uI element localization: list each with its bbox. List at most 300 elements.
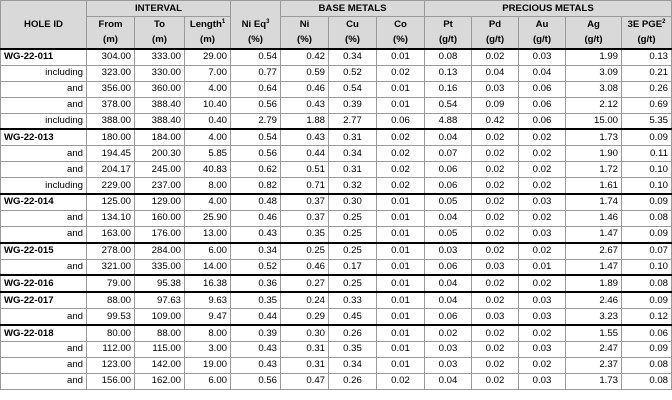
cell-pd: 0.02 (472, 146, 519, 162)
unit-nieq: (%) (231, 33, 281, 50)
cell-cu: 0.52 (329, 65, 377, 81)
header-interval: INTERVAL (87, 1, 231, 17)
cell-to: 115.00 (135, 342, 185, 358)
table-body (1, 49, 672, 389)
cell-hole-id: WG-22-017 (1, 292, 87, 308)
cell-au: 0.03 (519, 309, 566, 325)
cell-interval-qualifier: and (1, 226, 87, 242)
cell-to: 109.00 (135, 309, 185, 325)
cell-from: 378.00 (87, 97, 135, 113)
cell-au: 0.02 (519, 178, 566, 194)
cell-nieq: 0.56 (231, 373, 281, 389)
cell-cu: 0.26 (329, 325, 377, 341)
cell-au: 0.02 (519, 129, 566, 145)
cell-pt: 0.05 (425, 194, 472, 210)
cell-pt: 0.04 (425, 373, 472, 389)
cell-pt: 0.02 (425, 325, 472, 341)
cell-au: 0.02 (519, 275, 566, 292)
cell-co: 0.02 (377, 162, 425, 178)
cell-length: 14.00 (185, 259, 231, 275)
table-row (1, 194, 672, 210)
table-row (1, 81, 672, 97)
cell-pd: 0.02 (472, 194, 519, 210)
cell-ag: 1.61 (566, 178, 622, 194)
cell-ni: 0.51 (281, 162, 329, 178)
cell-au: 0.02 (519, 162, 566, 178)
cell-length: 29.00 (185, 49, 231, 65)
cell-au: 0.02 (519, 325, 566, 341)
cell-length: 8.00 (185, 325, 231, 341)
cell-ag: 3.23 (566, 309, 622, 325)
cell-co: 0.01 (377, 275, 425, 292)
cell-ni: 0.37 (281, 194, 329, 210)
cell-pge: 0.11 (622, 146, 672, 162)
cell-pge: 0.06 (622, 325, 672, 341)
cell-length: 19.00 (185, 357, 231, 373)
cell-cu: 0.25 (329, 210, 377, 226)
cell-ni: 0.59 (281, 65, 329, 81)
cell-interval-qualifier: and (1, 97, 87, 113)
cell-au: 0.02 (519, 357, 566, 373)
cell-co: 0.01 (377, 194, 425, 210)
cell-co: 0.02 (377, 373, 425, 389)
table-row (1, 292, 672, 308)
cell-to: 95.38 (135, 275, 185, 292)
cell-from: 356.00 (87, 81, 135, 97)
cell-au: 0.04 (519, 65, 566, 81)
table-row (1, 226, 672, 242)
cell-nieq: 0.56 (231, 146, 281, 162)
cell-ni: 0.35 (281, 226, 329, 242)
cell-pt: 0.06 (425, 178, 472, 194)
cell-pt: 0.03 (425, 342, 472, 358)
cell-to: 388.40 (135, 97, 185, 113)
cell-to: 245.00 (135, 162, 185, 178)
header-pt: Pt (425, 17, 472, 33)
unit-pd: (g/t) (472, 33, 519, 50)
unit-co: (%) (377, 33, 425, 50)
cell-pge: 0.26 (622, 81, 672, 97)
cell-co: 0.01 (377, 226, 425, 242)
cell-length: 25.90 (185, 210, 231, 226)
cell-co: 0.01 (377, 325, 425, 341)
cell-nieq: 0.43 (231, 357, 281, 373)
cell-to: 88.00 (135, 325, 185, 341)
cell-cu: 0.54 (329, 81, 377, 97)
cell-co: 0.01 (377, 259, 425, 275)
cell-interval-qualifier: and (1, 81, 87, 97)
cell-pd: 0.02 (472, 342, 519, 358)
cell-hole-id: WG-22-014 (1, 194, 87, 210)
cell-from: 388.00 (87, 113, 135, 129)
cell-ag: 1.99 (566, 49, 622, 65)
cell-ag: 3.09 (566, 65, 622, 81)
cell-au: 0.03 (519, 49, 566, 65)
cell-pd: 0.02 (472, 325, 519, 341)
cell-pd: 0.02 (472, 226, 519, 242)
cell-ag: 1.73 (566, 373, 622, 389)
table-header (1, 1, 672, 50)
cell-to: 360.00 (135, 81, 185, 97)
cell-interval-qualifier: including (1, 65, 87, 81)
cell-pge: 0.13 (622, 49, 672, 65)
cell-pt: 0.06 (425, 259, 472, 275)
cell-nieq: 0.48 (231, 194, 281, 210)
cell-ni: 0.37 (281, 210, 329, 226)
cell-to: 142.00 (135, 357, 185, 373)
cell-from: 99.53 (87, 309, 135, 325)
cell-length: 4.00 (185, 194, 231, 210)
cell-from: 112.00 (87, 342, 135, 358)
cell-pd: 0.02 (472, 178, 519, 194)
cell-to: 388.40 (135, 113, 185, 129)
cell-cu: 0.31 (329, 162, 377, 178)
cell-from: 304.00 (87, 49, 135, 65)
unit-pge: (g/t) (622, 33, 672, 50)
cell-au: 0.03 (519, 226, 566, 242)
header-precious-metals: PRECIOUS METALS (425, 1, 672, 17)
cell-ag: 2.67 (566, 243, 622, 259)
cell-from: 180.00 (87, 129, 135, 145)
cell-pge: 0.09 (622, 226, 672, 242)
header-pge: 3E PGE$^2$ (622, 17, 672, 33)
cell-pge: 0.10 (622, 259, 672, 275)
cell-cu: 0.25 (329, 243, 377, 259)
cell-to: 162.00 (135, 373, 185, 389)
cell-ni: 0.44 (281, 146, 329, 162)
cell-co: 0.01 (377, 292, 425, 308)
cell-pge: 0.08 (622, 210, 672, 226)
cell-to: 200.30 (135, 146, 185, 162)
header-from: From (87, 17, 135, 33)
cell-cu: 0.25 (329, 226, 377, 242)
table-row (1, 259, 672, 275)
cell-pt: 0.05 (425, 226, 472, 242)
cell-cu: 0.33 (329, 292, 377, 308)
cell-pd: 0.42 (472, 113, 519, 129)
cell-interval-qualifier: and (1, 309, 87, 325)
cell-co: 0.01 (377, 81, 425, 97)
cell-length: 0.40 (185, 113, 231, 129)
cell-au: 0.02 (519, 243, 566, 259)
cell-ag: 1.90 (566, 146, 622, 162)
unit-au: (g/t) (519, 33, 566, 50)
cell-nieq: 0.36 (231, 275, 281, 292)
cell-length: 16.38 (185, 275, 231, 292)
cell-pd: 0.02 (472, 292, 519, 308)
cell-au: 0.03 (519, 373, 566, 389)
cell-cu: 0.34 (329, 49, 377, 65)
cell-nieq: 0.39 (231, 325, 281, 341)
cell-pge: 0.09 (622, 194, 672, 210)
cell-from: 88.00 (87, 292, 135, 308)
cell-pd: 0.02 (472, 275, 519, 292)
cell-ag: 1.89 (566, 275, 622, 292)
cell-to: 237.00 (135, 178, 185, 194)
cell-co: 0.01 (377, 210, 425, 226)
cell-ni: 1.88 (281, 113, 329, 129)
header-co: Co (377, 17, 425, 33)
cell-cu: 2.77 (329, 113, 377, 129)
table-row (1, 162, 672, 178)
table-row (1, 243, 672, 259)
cell-cu: 0.45 (329, 309, 377, 325)
cell-pt: 0.06 (425, 162, 472, 178)
cell-ag: 2.46 (566, 292, 622, 308)
cell-interval-qualifier: and (1, 146, 87, 162)
unit-length: (m) (185, 33, 231, 50)
table-row (1, 129, 672, 145)
cell-pt: 4.88 (425, 113, 472, 129)
cell-nieq: 0.44 (231, 309, 281, 325)
cell-pt: 0.08 (425, 49, 472, 65)
cell-length: 8.00 (185, 178, 231, 194)
cell-from: 204.17 (87, 162, 135, 178)
cell-interval-qualifier: including (1, 178, 87, 194)
cell-hole-id: WG-22-011 (1, 49, 87, 65)
cell-pt: 0.04 (425, 210, 472, 226)
unit-pt: (g/t) (425, 33, 472, 50)
cell-nieq: 0.52 (231, 259, 281, 275)
cell-ni: 0.43 (281, 129, 329, 145)
cell-length: 9.63 (185, 292, 231, 308)
cell-co: 0.01 (377, 243, 425, 259)
unit-ag: (g/t) (566, 33, 622, 50)
cell-ni: 0.47 (281, 373, 329, 389)
cell-cu: 0.25 (329, 275, 377, 292)
cell-co: 0.01 (377, 357, 425, 373)
cell-pt: 0.03 (425, 357, 472, 373)
cell-cu: 0.26 (329, 373, 377, 389)
cell-pge: 0.08 (622, 357, 672, 373)
cell-from: 156.00 (87, 373, 135, 389)
cell-pge: 0.09 (622, 292, 672, 308)
cell-nieq: 0.43 (231, 342, 281, 358)
cell-from: 123.00 (87, 357, 135, 373)
cell-ag: 15.00 (566, 113, 622, 129)
cell-ni: 0.71 (281, 178, 329, 194)
cell-nieq: 2.79 (231, 113, 281, 129)
cell-nieq: 0.64 (231, 81, 281, 97)
cell-pge: 0.09 (622, 129, 672, 145)
table-row (1, 178, 672, 194)
cell-from: 278.00 (87, 243, 135, 259)
cell-to: 184.00 (135, 129, 185, 145)
cell-length: 13.00 (185, 226, 231, 242)
cell-length: 10.40 (185, 97, 231, 113)
header-ag: Ag (566, 17, 622, 33)
cell-cu: 0.30 (329, 194, 377, 210)
cell-to: 176.00 (135, 226, 185, 242)
cell-cu: 0.34 (329, 357, 377, 373)
cell-cu: 0.35 (329, 342, 377, 358)
cell-pge: 0.69 (622, 97, 672, 113)
table-row (1, 146, 672, 162)
cell-length: 6.00 (185, 373, 231, 389)
cell-pt: 0.03 (425, 243, 472, 259)
cell-pt: 0.13 (425, 65, 472, 81)
cell-length: 4.00 (185, 81, 231, 97)
cell-cu: 0.32 (329, 178, 377, 194)
cell-pd: 0.03 (472, 309, 519, 325)
cell-au: 0.02 (519, 146, 566, 162)
cell-pd: 0.02 (472, 373, 519, 389)
cell-nieq: 0.35 (231, 292, 281, 308)
table-row (1, 325, 672, 341)
cell-ni: 0.31 (281, 357, 329, 373)
header-au: Au (519, 17, 566, 33)
cell-ag: 1.72 (566, 162, 622, 178)
cell-nieq: 0.54 (231, 129, 281, 145)
cell-pge: 0.12 (622, 309, 672, 325)
cell-from: 321.00 (87, 259, 135, 275)
cell-pd: 0.04 (472, 65, 519, 81)
cell-co: 0.02 (377, 178, 425, 194)
cell-co: 0.02 (377, 129, 425, 145)
cell-hole-id: WG-22-018 (1, 325, 87, 341)
cell-ag: 1.55 (566, 325, 622, 341)
cell-length: 3.00 (185, 342, 231, 358)
cell-pt: 0.04 (425, 275, 472, 292)
cell-to: 97.63 (135, 292, 185, 308)
cell-nieq: 0.54 (231, 49, 281, 65)
header-ni: Ni (281, 17, 329, 33)
cell-hole-id: WG-22-015 (1, 243, 87, 259)
cell-pd: 0.02 (472, 357, 519, 373)
cell-length: 5.85 (185, 146, 231, 162)
cell-from: 79.00 (87, 275, 135, 292)
cell-pd: 0.02 (472, 243, 519, 259)
cell-nieq: 0.62 (231, 162, 281, 178)
cell-interval-qualifier: including (1, 113, 87, 129)
cell-co: 0.02 (377, 65, 425, 81)
cell-cu: 0.39 (329, 97, 377, 113)
cell-pt: 0.16 (425, 81, 472, 97)
cell-interval-qualifier: and (1, 259, 87, 275)
cell-au: 0.06 (519, 97, 566, 113)
cell-pd: 0.03 (472, 259, 519, 275)
cell-nieq: 0.56 (231, 97, 281, 113)
cell-pd: 0.02 (472, 162, 519, 178)
cell-from: 125.00 (87, 194, 135, 210)
cell-to: 333.00 (135, 49, 185, 65)
table-row (1, 49, 672, 65)
cell-au: 0.06 (519, 81, 566, 97)
cell-ni: 0.31 (281, 342, 329, 358)
cell-ni: 0.46 (281, 81, 329, 97)
cell-ni: 0.29 (281, 309, 329, 325)
cell-length: 6.00 (185, 243, 231, 259)
cell-from: 229.00 (87, 178, 135, 194)
cell-interval-qualifier: and (1, 373, 87, 389)
cell-co: 0.06 (377, 113, 425, 129)
cell-au: 0.03 (519, 292, 566, 308)
cell-co: 0.01 (377, 49, 425, 65)
cell-ni: 0.30 (281, 325, 329, 341)
table-row (1, 373, 672, 389)
unit-from: (m) (87, 33, 135, 50)
table-row (1, 97, 672, 113)
cell-to: 284.00 (135, 243, 185, 259)
cell-co: 0.02 (377, 146, 425, 162)
cell-ni: 0.42 (281, 49, 329, 65)
cell-nieq: 0.43 (231, 226, 281, 242)
cell-length: 4.00 (185, 129, 231, 145)
cell-au: 0.01 (519, 259, 566, 275)
cell-interval-qualifier: and (1, 162, 87, 178)
unit-to: (m) (135, 33, 185, 50)
cell-pd: 0.02 (472, 49, 519, 65)
cell-ag: 1.47 (566, 226, 622, 242)
table-row (1, 275, 672, 292)
cell-pge: 0.08 (622, 373, 672, 389)
cell-pge: 0.21 (622, 65, 672, 81)
cell-to: 335.00 (135, 259, 185, 275)
cell-ag: 1.74 (566, 194, 622, 210)
table-row (1, 65, 672, 81)
header-length: Length$^1$ (185, 17, 231, 33)
cell-pge: 0.10 (622, 178, 672, 194)
cell-interval-qualifier: and (1, 357, 87, 373)
cell-pt: 0.04 (425, 292, 472, 308)
header-to: To (135, 17, 185, 33)
cell-au: 0.06 (519, 113, 566, 129)
cell-nieq: 0.82 (231, 178, 281, 194)
header-base-metals: BASE METALS (281, 1, 425, 17)
cell-ag: 1.73 (566, 129, 622, 145)
cell-ag: 3.08 (566, 81, 622, 97)
cell-nieq: 0.46 (231, 210, 281, 226)
cell-pge: 0.09 (622, 342, 672, 358)
cell-au: 0.03 (519, 342, 566, 358)
cell-pt: 0.54 (425, 97, 472, 113)
unit-cu: (%) (329, 33, 377, 50)
header-pd: Pd (472, 17, 519, 33)
cell-ni: 0.27 (281, 275, 329, 292)
cell-ag: 1.46 (566, 210, 622, 226)
cell-pge: 0.08 (622, 275, 672, 292)
cell-pd: 0.02 (472, 129, 519, 145)
cell-cu: 0.34 (329, 146, 377, 162)
cell-interval-qualifier: and (1, 210, 87, 226)
cell-length: 9.47 (185, 309, 231, 325)
cell-ag: 2.12 (566, 97, 622, 113)
table-row (1, 210, 672, 226)
cell-ni: 0.24 (281, 292, 329, 308)
cell-ni: 0.43 (281, 97, 329, 113)
cell-cu: 0.31 (329, 129, 377, 145)
table-row (1, 342, 672, 358)
cell-pd: 0.09 (472, 97, 519, 113)
cell-interval-qualifier: and (1, 342, 87, 358)
table-row (1, 309, 672, 325)
cell-nieq: 0.77 (231, 65, 281, 81)
cell-length: 40.83 (185, 162, 231, 178)
unit-ni: (%) (281, 33, 329, 50)
cell-ni: 0.46 (281, 259, 329, 275)
cell-to: 129.00 (135, 194, 185, 210)
cell-hole-id: WG-22-016 (1, 275, 87, 292)
cell-to: 160.00 (135, 210, 185, 226)
cell-length: 7.00 (185, 65, 231, 81)
cell-au: 0.03 (519, 194, 566, 210)
header-hole-id: HOLE ID (1, 1, 87, 50)
cell-ag: 2.47 (566, 342, 622, 358)
cell-pd: 0.02 (472, 210, 519, 226)
table-row (1, 113, 672, 129)
cell-co: 0.01 (377, 97, 425, 113)
cell-pge: 5.35 (622, 113, 672, 129)
